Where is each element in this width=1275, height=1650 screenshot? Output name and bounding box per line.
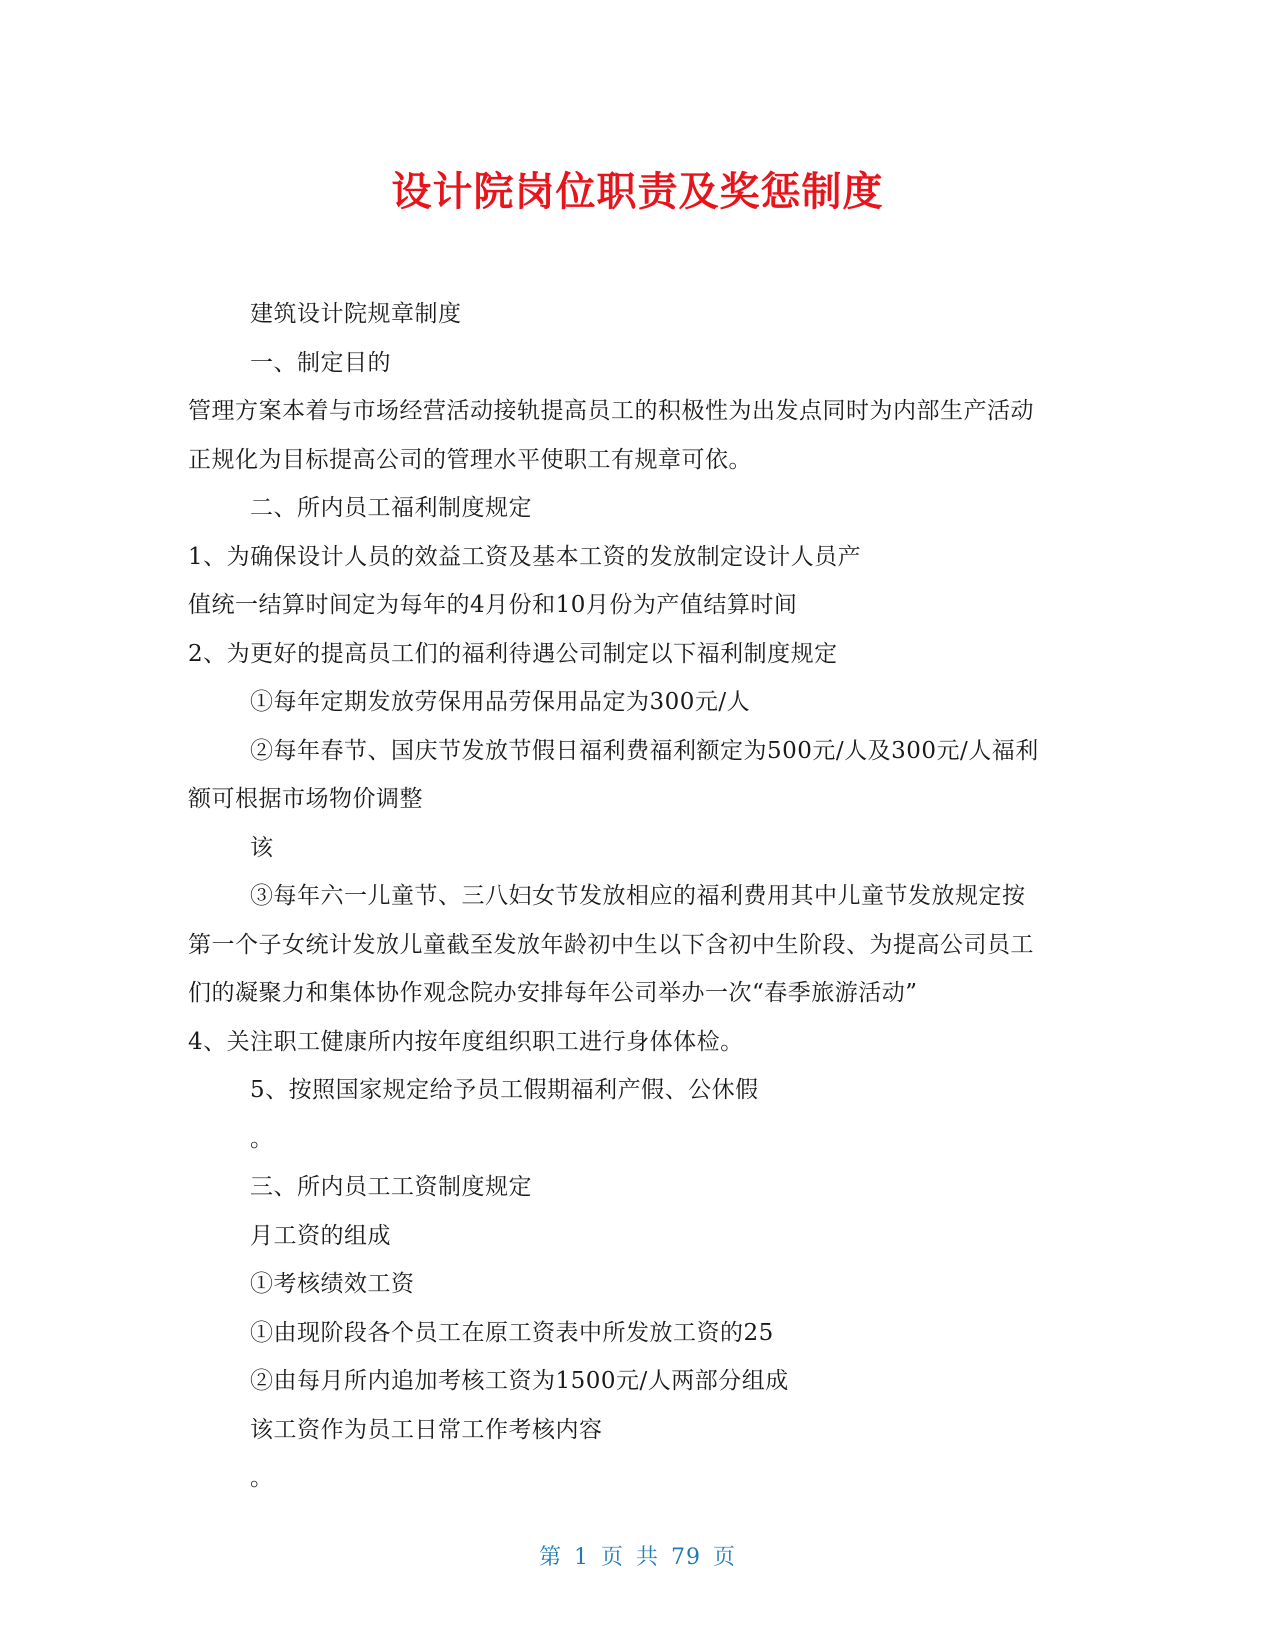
paragraph-line: 额可根据市场物价调整 xyxy=(188,786,423,812)
document-body xyxy=(188,290,1088,1503)
paragraph-line: ①每年定期发放劳保用品劳保用品定为300元/人 xyxy=(250,689,751,715)
paragraph-line: 值统一结算时间定为每年的4月份和10月份为产值结算时间 xyxy=(188,592,798,618)
paragraph-line: ①由现阶段各个员工在原工资表中所发放工资的25 xyxy=(250,1319,774,1346)
paragraph-line: 二、所内员工福利制度规定 xyxy=(250,495,532,521)
paragraph-line: 们的凝聚力和集体协作观念院办安排每年公司举办一次“春季旅游活动” xyxy=(188,980,918,1006)
paragraph-line: 月工资的组成 xyxy=(250,1222,391,1249)
paragraph-line: ③每年六一儿童节、三八妇女节发放相应的福利费用其中儿童节发放规定按 xyxy=(250,883,1026,909)
paragraph-line: 2、为更好的提高员工们的福利待遇公司制定以下福利制度规定 xyxy=(188,640,838,667)
footer-prefix: 第 xyxy=(538,1545,562,1570)
page-footer xyxy=(0,1540,1275,1571)
paragraph-line: ②由每月所内追加考核工资为1500元/人两部分组成 xyxy=(250,1368,789,1394)
paragraph-line: ②每年春节、国庆节发放节假日福利费福利额定为500元/人及300元/人福利 xyxy=(250,737,1039,764)
paragraph-line: 该工资作为员工日常工作考核内容 xyxy=(250,1416,603,1443)
paragraph-line: 4、关注职工健康所内按年度组织职工进行身体体检。 xyxy=(188,1028,744,1055)
paragraph-line: 该 xyxy=(250,834,274,861)
paragraph-line: 1、为确保设计人员的效益工资及基本工资的发放制定设计人员产 xyxy=(188,543,862,570)
paragraph-line: 正规化为目标提高公司的管理水平使职工有规章可依。 xyxy=(188,446,752,473)
paragraph-line: 建筑设计院规章制度 xyxy=(250,301,462,327)
paragraph-line: 一、制定目的 xyxy=(250,349,391,376)
footer-total-word: 共 xyxy=(636,1545,660,1570)
paragraph-line: 第一个子女统计发放儿童截至发放年龄初中生以下含初中生阶段、为提高公司员工 xyxy=(188,931,1034,958)
document-title: 设计院岗位职责及奖惩制度 xyxy=(391,169,884,215)
footer-suffix: 页 xyxy=(713,1545,737,1570)
paragraph-line: 三、所内员工工资制度规定 xyxy=(250,1174,532,1200)
paragraph-line: ①考核绩效工资 xyxy=(250,1271,415,1297)
footer-current-page: 1 xyxy=(573,1545,589,1570)
paragraph-line: 。 xyxy=(250,1125,274,1152)
footer-total-pages: 79 xyxy=(671,1545,702,1570)
footer-page-word: 页 xyxy=(600,1545,624,1570)
paragraph-line: 。 xyxy=(250,1465,274,1491)
paragraph-line: 5、按照国家规定给予员工假期福利产假、公休假 xyxy=(250,1077,759,1103)
paragraph-line: 管理方案本着与市场经营活动接轨提高员工的积极性为出发点同时为内部生产活动 xyxy=(188,398,1034,424)
